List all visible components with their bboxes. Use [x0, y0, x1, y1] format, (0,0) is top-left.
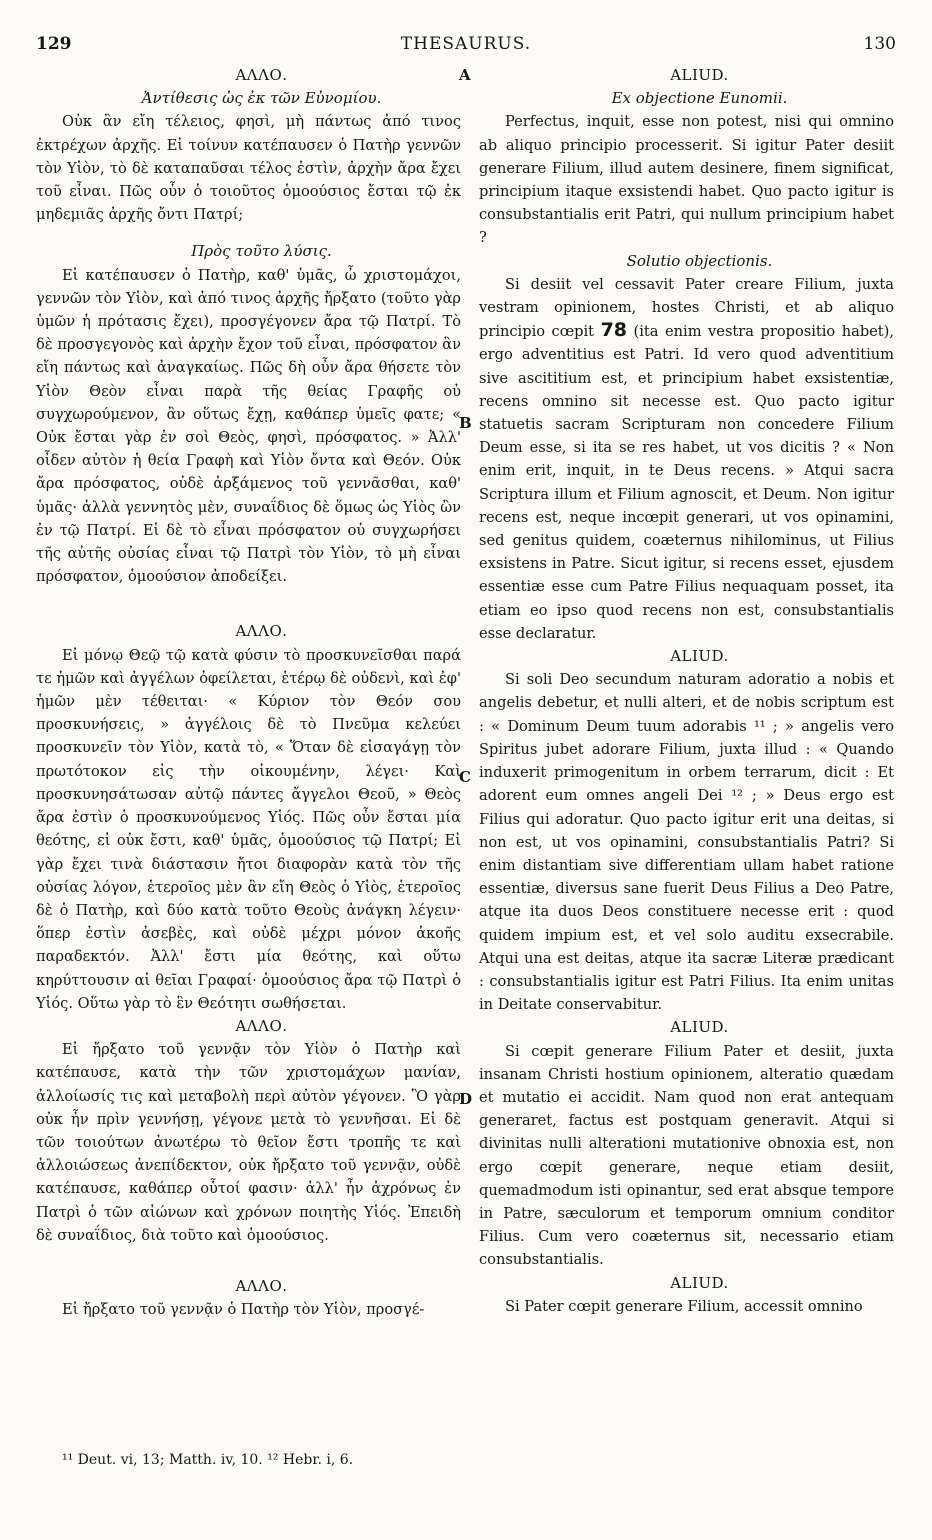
section-subheading: Solutio objectionis. — [626, 251, 773, 270]
page-number-right: 130 — [863, 34, 896, 54]
paragraph-text: (ita enim vestra propositio habet), ergo adventitius est Patri. Id vero quod adventitium sive ascititium est, et principium habet exsistentiæ, recens omnino sit necesse est. Quo pacto igitur statuetis sacram Scripturam non concedere Filium Deum esse, si ita se res habet, ut vos dicitis ? « Non enim erit, inquit, in te Deus recens. » Atqui sacra Scriptura illum et Filium agnoscit, et Deum. Non igitur recens est, neque incœpit generari, ut vos opinamini, sed genitus quidem, coæternus nihilominus, ut Filius exsistens in Patre. Sicut igitur, si recens esset, ejusdem essentiæ esse cum Patre Filius nequaquam posset, ita etiam eo ipso quod recens non est, consubstantialis esse declaratur. — [479, 323, 895, 642]
margin-marker-b: B — [459, 414, 472, 432]
paragraph — [479, 273, 894, 645]
section-heading: ΑΛΛΟ. — [235, 1276, 288, 1295]
paragraph: Εἰ μόνῳ Θεῷ τῷ κατὰ φύσιν τὸ προσκυνεῖσθαι παρά τε ἡμῶν καὶ ἀγγέλων ὀφείλεται, ἑτέρῳ δὲ οὐδενὶ, καὶ ἐφ' ἡμῶν μὲν τέθειται· « Κύριον τὸν Θεόν σου προσκυνήσεις, » ἀγγέλοις δὲ τὸ Πνεῦμα κελεύει προσκυνεῖν τὸν Υἱὸν, κατὰ τὸ, « Ὅταν δὲ εἰσαγάγῃ τὸν πρωτότοκον εἰς τὴν οἰκουμένην, λέγει· Καὶ προσκυνησάτωσαν αὐτῷ πάντες ἄγγελοι Θεοῦ, » Θεὸς ἄρα ἐστὶν ὁ προσκυνούμενος Υἱός. Πῶς οὖν ἔσται μία θεότης, εἰ οὐκ ἔστι, καθ' ὑμᾶς, ὁμοούσιος τῷ Πατρί; Εἰ γὰρ ἔχει τινὰ διάστασιν ἤτοι διαφορὰν κατὰ τὸν τῆς οὐσίας λόγον, ἑτεροῖος μὲν ἂν εἴη Θεὸς ὁ Υἱὸς, ἑτεροῖος δὲ ὁ Πατὴρ, καὶ δύο κατὰ τοῦτο Θεοὺς ἀνάγκη λέγειν· ὅπερ ἐστὶν ἀσεβὲς, καὶ οὐδὲ μέχρι μόνον ἀκοῆς παραδεκτόν. Ἀλλ' ἔστι μία θεότης, καὶ οὕτω κηρύττουσιν αἱ θεῖαι Γραφαί· ὁμοούσιος ἄρα τῷ Πατρὶ ὁ Υἱός. Οὕτω γὰρ τὸ ἓν Θεότητι σωθήσεται. — [36, 646, 461, 1012]
running-title: THESAURUS. — [400, 34, 532, 54]
section-heading: ALIUD. — [670, 1018, 729, 1037]
page-number-left: 129 — [36, 34, 72, 54]
paragraph: Εἰ κατέπαυσεν ὁ Πατὴρ, καθ' ὑμᾶς, ὦ χριστομάχοι, γεννῶν τὸν Υἱὸν, καὶ ἀπό τινος ἀρχῆς ἤρξατο (τοῦτο γὰρ ὑμῶν ἡ πρότασις ἔχει), προσγέγονεν ἄρα τῷ Πατρί. Τὸ δὲ προσγεγονὸς καὶ ἀρχὴν ἔχον τοῦ εἶναι, πρόσφατον ἂν εἴη πάντως καὶ ἀναγκαίως. Πῶς δὴ οὖν ἄρα θήσετε τὸν Υἱὸν Θεὸν εἶναι παρὰ τῆς θείας Γραφῆς οὐ συγχωρούμενον, ἂν οὕτως ἔχῃ, καθάπερ ὑμεῖς φατε; « Οὐκ ἔσται γὰρ ἐν σοὶ Θεὸς, φησὶ, πρόσφατος. » Ἀλλ' οἶδεν αὐτὸν ἡ θεία Γραφὴ καὶ Υἱὸν ὄντα καὶ Θεόν. Οὐκ ἄρα πρόσφατος, οὐδὲ ἀρξάμενος τοῦ γεννᾶσθαι, καθ' ὑμᾶς· ἀλλὰ γεννητὸς μὲν, συναΐδιος δὲ ὅμως ὡς Υἱὸς ὢν ἐν τῷ Πατρί. Εἰ δὲ τὸ εἶναι πρόσφατον οὐ συγχωρήσει τῆς αὐτῆς οὐσίας εἶναι τῷ Πατρὶ τὸν Υἱὸν, τὸ μὴ εἶναι πρόσφατον, ὁμοούσιον ἀποδείξει. — [36, 266, 461, 586]
latin-column — [479, 64, 894, 1318]
margin-marker-a: A — [459, 66, 471, 84]
section-heading: ΑΛΛΟ. — [235, 66, 288, 84]
column-number: 78 — [600, 319, 628, 342]
paragraph: Si Pater cœpit generare Filium, accessit omnino — [505, 1297, 863, 1315]
section-heading: ALIUD. — [670, 647, 729, 666]
running-header — [36, 34, 896, 58]
footnotes: ¹¹ Deut. vi, 13; Matth. iv, 10. ¹² Hebr. i, 6. — [62, 1452, 354, 1468]
greek-column — [36, 64, 461, 1321]
paragraph: Perfectus, inquit, esse non potest, nisi qui omnino ab aliquo principio processerit. Si igitur Pater desiit generare Filium, illud autem desinere, finem significat, principium itaque exsistendi habet. Quo pacto igitur is consubstantialis erit Patri, qui nullum principium habet ? — [479, 113, 894, 247]
section-heading: ALIUD. — [670, 66, 729, 84]
section-subheading: Πρὸς τοῦτο λύσις. — [191, 242, 332, 261]
section-heading: ALIUD. — [670, 1273, 729, 1292]
section-subheading: Ἀντίθεσις ὡς ἐκ τῶν Εὐνομίου. — [141, 89, 382, 108]
paragraph: Si soli Deo secundum naturam adoratio a nobis et angelis debetur, et nulli alteri, et de nobis scriptum est : « Dominum Deum tuum adorabis ¹¹ ; » angelis vero Spiritus jubet adorare Filium, juxta illud : « Quando induxerit primogenitum in orbem terrarum, dicit : Et adorent eum omnes angeli Dei ¹² ; » Deus ergo est Filius qui adoratur. Quo pacto igitur erit una deitas, si non est, ut vos opinamini, consubstantialis Patri? Si enim distantiam sive differentiam ullam habet ratione essentiæ, diversus sane fuerit Deus Filius a Deo Patre, atque ita duos Deos constituere necesse erit : quod quidem impium est, et vel solo auditu exsecrabile. Atqui una est deitas, atque ita sacræ Literæ prædicant : consubstantialis igitur est Patri Filius. Ita enim unitas in Deitate conservabitur. — [479, 671, 894, 1014]
paragraph: Εἰ ἤρξατο τοῦ γεννᾷν τὸν Υἱὸν ὁ Πατὴρ καὶ κατέπαυσε, κατὰ τὴν τῶν χριστομάχων μανίαν, ἀλλοίωσίς τις καὶ μεταβολὴ περὶ αὐτὸν γέγονεν. Ὃ γὰρ οὐκ ἦν πρὶν γεννήσῃ, γέγονε μετὰ τὸ γεννῆσαι. Εἰ δὲ τῶν τοιούτων ἀνωτέρω τὸ θεῖον ἔστι τροπῆς τε καὶ ἀλλοιώσεως ἀνεπίδεκτον, οὐκ ἤρξατο τοῦ γεννᾷν, οὐδὲ κατέπαυσε, καθάπερ οὗτοί φασιν· ἀλλ' ἦν ἀχρόνως ἐν Πατρὶ ὁ τῶν αἰώνων καὶ χρόνων ποιητὴς Υἱός. Ἐπειδὴ δὲ συναΐδιος, διὰ τοῦτο καὶ ὁμοούσιος. — [36, 1041, 461, 1244]
paragraph: Εἰ ἤρξατο τοῦ γεννᾷν ὁ Πατὴρ τὸν Υἱὸν, προσγέ- — [62, 1301, 425, 1319]
section-heading: ΑΛΛΟ. — [235, 1016, 288, 1035]
margin-marker-c: C — [459, 768, 471, 786]
margin-marker-d: D — [459, 1090, 473, 1108]
section-heading: ΑΛΛΟ. — [235, 622, 288, 641]
section-subheading: Ex objectione Eunomii. — [611, 89, 788, 108]
paragraph-text: Si desiit vel cessavit Pater creare Filium, juxta vestram opinionem, hostes Christi, et ab aliquo principio cœpit — [479, 275, 894, 341]
paragraph: Si cœpit generare Filium Pater et desiit, juxta insanam Christi hostium opinionem, alteratio quædam et mutatio ei accidit. Nam quod non erat antequam generaret, factus est postquam generavit. Atqui si divinitas nulli alterationi mutationive obnoxia est, non ergo cœpit generare, neque etiam desiit, quemadmodum isti opinantur, sed erat absque tempore in Patre, sæculorum et temporum omnium conditor Filius. Cum vero coæternus sit, necessario etiam consubstantialis. — [479, 1042, 894, 1269]
paragraph: Οὐκ ἂν εἴη τέλειος, φησὶ, μὴ πάντως ἀπό τινος ἐκτρέχων ἀρχῆς. Εἰ τοίνυν κατέπαυσεν ὁ Πατὴρ γεννῶν τὸν Υἱὸν, τὸ δὲ καταπαῦσαι τέλος ἐστὶν, ἀρχὴν ἄρα ἔχει τοῦ εἶναι. Πῶς οὖν ὁ τοιοῦτος ὁμοούσιος ἔσται τῷ ἐκ μηδεμιᾶς ἀρχῆς ὄντι Πατρί; — [36, 113, 461, 224]
